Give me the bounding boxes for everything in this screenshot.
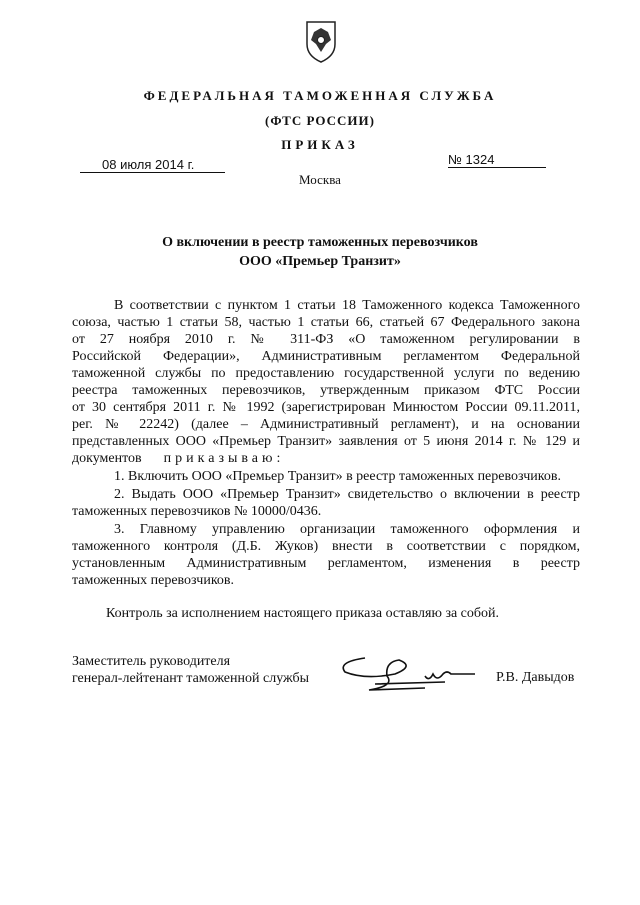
order-item: установленным Административным регламентом, изменения в реестр <box>72 556 580 571</box>
order-word: приказываю: <box>163 451 285 466</box>
preamble-line: Российской Федерации», Административным регламентом Федеральной <box>72 349 580 364</box>
preamble-end-text: документов <box>72 451 142 466</box>
order-item: таможенных перевозчиков. <box>72 573 235 588</box>
organization-abbr: (ФТС РОССИИ) <box>265 113 375 128</box>
title-line: ООО «Премьер Транзит» <box>239 254 401 269</box>
order-item: 3. Главному управлению организации таможенного оформления и <box>114 522 580 537</box>
order-number: № 1324 <box>448 152 546 168</box>
control-statement: Контроль за исполнением настоящего приказа оставляю за собой. <box>106 606 500 621</box>
signatory-rank: генерал-лейтенант таможенной службы <box>72 671 310 686</box>
preamble-line: союза, частью 1 статьи 58, частью 1 статьи 66, статьей 67 Федерального закона <box>72 315 580 330</box>
signatory-position: Заместитель руководителя <box>72 654 231 669</box>
preamble-end <box>72 450 580 467</box>
order-item: 1. Включить ООО «Премьер Транзит» в реестр таможенных перевозчиков. <box>114 469 561 484</box>
preamble-line: от 30 сентября 2011 г. № 1992 (зарегистрирован Минюстом России 09.11.2011, <box>72 400 580 415</box>
preamble-line: В соответствии с пунктом 1 статьи 18 Таможенного кодекса Таможенного <box>114 298 580 313</box>
title-line: О включении в реестр таможенных перевозчиков <box>162 235 478 250</box>
preamble-line: таможенной службы по предоставлению государственной услуги по ведению <box>72 366 580 381</box>
signatory-name: Р.В. Давыдов <box>496 670 575 685</box>
preamble-line: представленных ООО «Премьер Транзит» заявления от 5 июня 2014 г. № 129 и <box>72 434 580 449</box>
order-item: 2. Выдать ООО «Премьер Транзит» свидетельство о включении в реестр <box>114 487 580 502</box>
signature-icon <box>335 652 485 694</box>
order-item: таможенных перевозчиков № 10000/0436. <box>72 504 322 519</box>
city: Москва <box>299 172 341 187</box>
order-date: 08 июля 2014 г. <box>80 157 225 173</box>
document-type: ПРИКАЗ <box>281 137 359 152</box>
order-item: таможенного контроля (Д.Б. Жуков) внести в соответствии с порядком, <box>72 539 580 554</box>
preamble-line: реестра таможенных перевозчиков, утвержденным приказом ФТС России <box>72 383 580 398</box>
coat-of-arms-icon <box>302 18 340 64</box>
preamble-line: рег. № 22242) (далее – Административный регламент), и на основании <box>72 417 580 432</box>
organization-name: ФЕДЕРАЛЬНАЯ ТАМОЖЕННАЯ СЛУЖБА <box>143 88 497 103</box>
preamble-line: от 27 ноября 2010 г. № 311-ФЗ «О таможенном регулировании в <box>72 332 580 347</box>
